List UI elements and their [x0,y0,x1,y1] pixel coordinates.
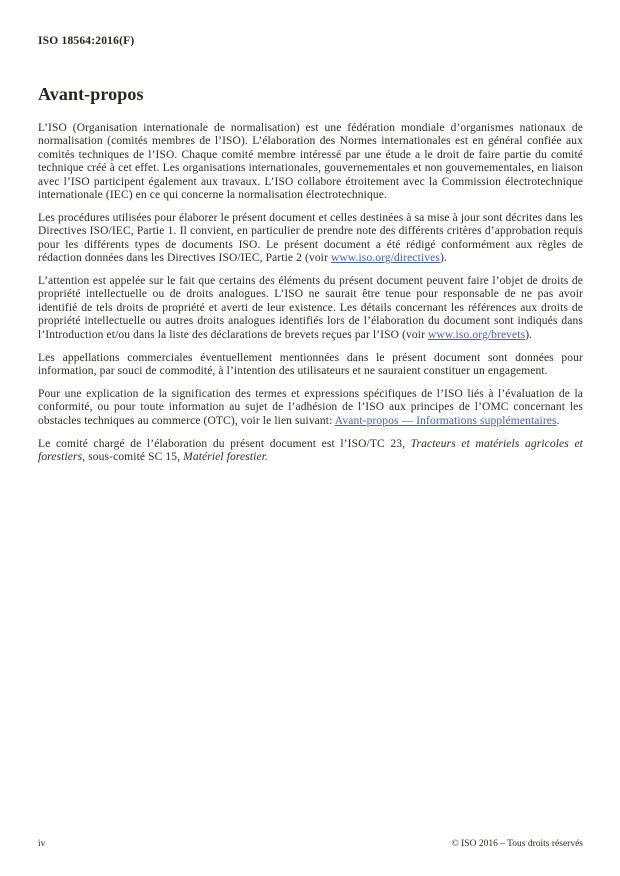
paragraph-procedures [38,212,583,266]
link-iso-brevets[interactable]: www.iso.org/brevets [428,328,526,341]
paragraph-text: L’attention est appelée sur le fait que certains des éléments du présent document peuvent faire l’objet de droits de propriété intellectuelle ou de droits analogues. L’ISO ne saurait être tenue pour responsable de ne pas avoir identifié de tels droits de propriété et averti de leur existence. Les détails concernant les références aux droits de propriété intellectuelle ou autres droits analogues identifiés lors de l’élaboration du document sont indiqués dans l’Introduction et/ou dans la liste des déclarations de brevets reçues par l’ISO (voir [38,275,583,341]
link-avant-propos-informations[interactable]: Avant-propos — Informations supplémentaires [334,414,557,427]
page-number: iv [38,839,46,849]
paragraph-patents [38,275,583,342]
paragraph-trade-names [38,352,583,379]
paragraph-text: L’ISO (Organisation internationale de normalisation) est une fédération mondiale d’organismes nationaux de normalisation (comités membres de l’ISO). L’élaboration des Normes internationales est en général confiée aux comités techniques de l’ISO. Chaque comité membre intéressé par une étude a le droit de faire partie du comité technique créé à cet effet. Les organisations internationales, gouvernementales et non gouvernementales, en liaison avec l’ISO participent également aux travaux. L’ISO collabore étroitement avec la Commission électrotechnique internationale (IEC) en ce qui concerne la normalisation électrotechnique. [38,122,583,202]
copyright-notice: © ISO 2016 – Tous droits réservés [451,839,583,849]
page-title: Avant-propos [38,84,144,104]
paragraph-text: . [556,414,560,427]
paragraph-iso-federation [38,122,583,202]
paragraph-committee [38,438,583,465]
running-header: ISO 18564:2016(F) [38,35,135,47]
paragraph-text: Les procédures utilisées pour élaborer le présent document et celles destinées à sa mise à jour sont décrites dans les Directives ISO/IEC, Partie 1. Il convient, en particulier de prendre note des différents critères d’approbation requis pour les différents types de documents ISO. Le présent document a été rédigé conformément aux règles de rédaction données dans les Directives ISO/IEC, Partie 2 (voir [38,211,583,265]
paragraph-text: Les appellations commerciales éventuellement mentionnées dans le présent document sont données pour information, par souci de commodité, à l’intention des utilisateurs et ne sauraient constituer un engagement. [38,351,583,377]
foreword-body [38,122,583,464]
paragraph-text: ). [525,328,533,341]
committee-name-italic: Tracteurs et matériels agricoles et forestiers [38,437,583,464]
page-footer [38,839,583,849]
paragraph-text: ). [439,252,447,265]
paragraph-text: Le comité chargé de l’élaboration du présent document est l’ISO/TC 23, [38,437,411,450]
subcommittee-name-italic: Matériel forestier. [183,451,269,464]
paragraph-text: Pour une explication de la signification des termes et expressions spécifiques de l’ISO liés à l’évaluation de la conformité, ou pour toute information au sujet de l’adhésion de l’ISO aux principes de l’OMC concernant les obstacles techniques au commerce (OTC), voir le lien suivant: [38,387,583,427]
paragraph-text: , sous-comité SC 15, [82,451,184,464]
paragraph-wto-otc [38,388,583,428]
link-iso-directives[interactable]: www.iso.org/directives [330,252,440,265]
